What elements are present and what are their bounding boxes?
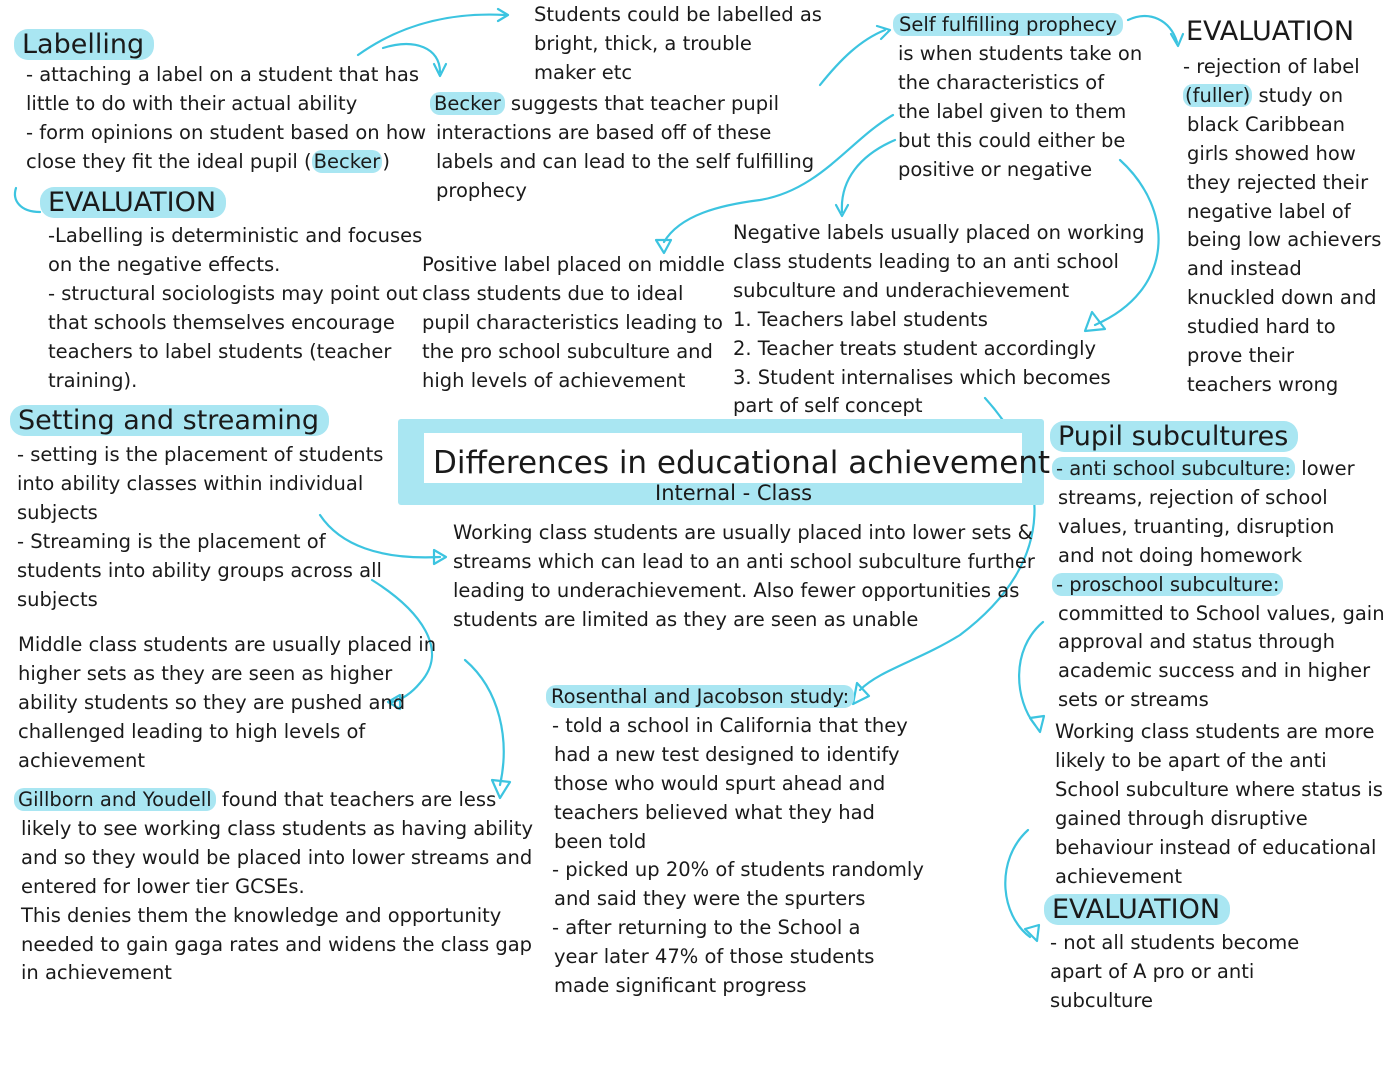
- text-line: academic success and in higher: [1058, 659, 1371, 683]
- page-title: Differences in educational achievement: [433, 445, 1051, 481]
- text-line: - setting is the placement of students: [17, 443, 384, 466]
- labelling-definition: [26, 61, 426, 177]
- text-fragment: ): [382, 149, 390, 173]
- evaluation-heading: EVALUATION: [40, 187, 226, 218]
- sfp-section: [893, 11, 1142, 184]
- text-line: and instead: [1187, 257, 1302, 281]
- text-line: year later 47% of those students: [554, 945, 875, 969]
- text-line: - rejection of label: [1183, 55, 1360, 78]
- text-line: Students could be labelled as: [534, 3, 822, 26]
- positive-label: [422, 251, 725, 396]
- becker-highlight: Becker: [313, 149, 381, 173]
- text-fragment: close they fit the ideal pupil (: [26, 149, 312, 173]
- text-line: on the negative effects.: [48, 252, 281, 276]
- text-line: - attaching a label on a student that has: [26, 63, 420, 86]
- text-line: - told a school in California that they: [552, 713, 908, 737]
- text-line: that schools themselves encourage: [48, 310, 395, 334]
- text-line: This denies them the knowledge and opportunity: [21, 903, 502, 927]
- text-line: [14, 786, 533, 815]
- text-line: been told: [554, 829, 647, 853]
- working-class-sets: [453, 519, 1035, 635]
- text-line: in achievement: [21, 961, 172, 985]
- arrow-middle-to-gillborn: [465, 660, 504, 785]
- text-line: teachers wrong: [1187, 372, 1339, 396]
- pupil-subcultures: [1050, 420, 1298, 454]
- text-line: is when students take on: [898, 41, 1143, 65]
- negative-label: [733, 219, 1145, 421]
- text-line: black Caribbean: [1187, 112, 1346, 136]
- text-line: committed to School values, gain: [1058, 601, 1385, 625]
- subcultures-heading: Pupil subcultures: [1050, 421, 1298, 452]
- becker-name: Becker: [430, 92, 505, 115]
- text-line: part of self concept: [733, 394, 923, 418]
- text-line: subculture: [1050, 988, 1153, 1012]
- text-line: the label given to them: [898, 99, 1127, 123]
- text-line: they rejected their: [1187, 170, 1369, 194]
- text-line: -Labelling is deterministic and focuses: [48, 224, 423, 247]
- text-line: 2. Teacher treats student accordingly: [733, 336, 1097, 360]
- evaluation-3-text: [1050, 929, 1299, 1016]
- text-line: values, truanting, disruption: [1058, 514, 1335, 538]
- text-line: the pro school subculture and: [422, 339, 713, 363]
- text-line: girls showed how: [1187, 141, 1356, 165]
- pro-school-label: - proschool subculture:: [1052, 573, 1283, 596]
- text-line: needed to gain gaga rates and widens the class gap: [21, 932, 533, 956]
- text-line: Working class students are usually placed into lower sets &: [453, 521, 1033, 544]
- text-line: achievement: [1055, 864, 1182, 888]
- text-line: teachers believed what they had: [554, 800, 875, 824]
- text-line: approval and status through: [1058, 630, 1335, 654]
- labels-examples: [534, 1, 822, 88]
- text-line: higher sets as they are seen as higher: [18, 661, 393, 685]
- text-line: being low achievers: [1187, 228, 1382, 252]
- text-line: subjects: [17, 500, 98, 524]
- text-line: [546, 683, 924, 712]
- text-line: achievement: [18, 748, 145, 772]
- text-line: challenged leading to high levels of: [18, 719, 366, 743]
- text-line: - picked up 20% of students randomly: [552, 858, 924, 882]
- gillborn-name: Gillborn and Youdell: [14, 788, 216, 811]
- text-line: [1052, 571, 1385, 600]
- text-line: had a new test designed to identify: [554, 742, 900, 766]
- text-line: - form opinions on student based on how: [26, 120, 427, 144]
- page-subtitle: Internal - Class: [655, 481, 813, 505]
- text-line: streams which can lead to an anti school subculture further: [453, 549, 1035, 573]
- text-line: gained through disruptive: [1055, 806, 1308, 830]
- evaluation-heading: EVALUATION: [1044, 894, 1230, 925]
- arrow-labelling-to-eval: [15, 188, 40, 212]
- text-line: sets or streams: [1058, 688, 1209, 712]
- text-line: [26, 148, 426, 177]
- text-line: Working class students are more: [1055, 720, 1375, 743]
- text-line: students are limited as they are seen as unable: [453, 607, 919, 631]
- text-line: - after returning to the School a: [552, 916, 861, 940]
- text-fragment: suggests that teacher pupil: [504, 92, 779, 115]
- text-line: maker etc: [534, 60, 633, 84]
- setting-section: [10, 404, 329, 438]
- text-line: studied hard to: [1187, 315, 1336, 339]
- arrow-to-sfp: [820, 30, 885, 85]
- text-line: likely to be apart of the anti: [1055, 748, 1327, 772]
- text-line: those who would spurt ahead and: [554, 771, 886, 795]
- text-line: leading to underachievement. Also fewer opportunities as: [453, 578, 1020, 602]
- text-line: Positive label placed on middle: [422, 253, 725, 276]
- text-line: but this could either be: [898, 128, 1126, 152]
- text-line: [1183, 82, 1381, 111]
- rosenthal-jacobson: [546, 683, 924, 1001]
- text-line: class students leading to an anti school: [733, 249, 1119, 273]
- labelling-heading: Labelling: [14, 29, 154, 60]
- text-line: class students due to ideal: [422, 281, 684, 305]
- text-line: training).: [48, 368, 138, 392]
- text-line: into ability classes within individual: [17, 471, 364, 495]
- text-line: Negative labels usually placed on working: [733, 221, 1145, 244]
- text-line: prove their: [1187, 344, 1295, 368]
- text-line: high levels of achievement: [422, 368, 686, 392]
- text-line: made significant progress: [554, 974, 807, 998]
- text-line: ability students so they are pushed and: [18, 690, 406, 714]
- evaluation-heading: EVALUATION: [1186, 16, 1355, 47]
- text-line: little to do with their actual ability: [26, 91, 358, 115]
- text-line: bright, thick, a trouble: [534, 31, 752, 55]
- text-line: [893, 11, 1142, 40]
- evaluation-1-text: [48, 222, 422, 395]
- text-line: and said they were the spurters: [554, 887, 866, 911]
- text-line: [430, 90, 814, 119]
- text-line: [1052, 455, 1385, 484]
- setting-text: [17, 441, 383, 614]
- text-line: School subculture where status is: [1055, 777, 1383, 801]
- text-line: pupil characteristics leading to: [422, 310, 723, 334]
- evaluation-1: [40, 186, 226, 220]
- evaluation-2-text: [1183, 53, 1381, 400]
- text-line: streams, rejection of school: [1058, 485, 1328, 509]
- arrow-sfp-to-negative: [842, 140, 895, 212]
- text-line: - not all students become: [1050, 931, 1300, 954]
- text-line: Middle class students are usually placed in: [18, 633, 437, 656]
- text-line: negative label of: [1187, 199, 1351, 223]
- arrow-working-to-eval: [1005, 830, 1030, 937]
- text-line: knuckled down and: [1187, 286, 1377, 310]
- fuller-highlight: (fuller): [1185, 83, 1251, 107]
- evaluation-3: [1044, 893, 1230, 927]
- setting-heading: Setting and streaming: [10, 405, 329, 436]
- working-class-anti: [1055, 718, 1383, 891]
- text-fragment: found that teachers are less: [215, 788, 497, 811]
- text-fragment: lower: [1295, 457, 1355, 480]
- text-fragment: study on: [1252, 83, 1344, 107]
- text-line: students into ability groups across all: [17, 558, 382, 582]
- text-line: and so they would be placed into lower streams and: [21, 845, 533, 869]
- text-line: behaviour instead of educational: [1055, 835, 1377, 859]
- sfp-heading: Self fulfilling prophecy: [893, 13, 1123, 36]
- evaluation-2: [1180, 15, 1354, 49]
- text-line: apart of A pro or anti: [1050, 959, 1255, 983]
- text-line: likely to see working class students as having ability: [21, 816, 534, 840]
- text-line: teachers to label students (teacher: [48, 339, 392, 363]
- text-line: 3. Student internalises which becomes: [733, 365, 1111, 389]
- arrow-labelling-to-labels: [358, 15, 505, 55]
- gillborn-youdell: [14, 786, 533, 988]
- text-line: 1. Teachers label students: [733, 307, 988, 331]
- text-line: entered for lower tier GCSEs.: [21, 874, 305, 898]
- text-line: and not doing homework: [1058, 543, 1303, 567]
- arrow-sub-to-working: [1019, 622, 1043, 725]
- text-line: - structural sociologists may point out: [48, 281, 418, 305]
- anti-school-label: - anti school subculture:: [1052, 457, 1295, 480]
- text-line: - Streaming is the placement of: [17, 529, 326, 553]
- becker-note: [430, 90, 814, 206]
- text-line: subjects: [17, 587, 98, 611]
- text-line: the characteristics of: [898, 70, 1105, 94]
- subcultures-text: [1052, 455, 1385, 715]
- text-line: labels and can lead to the self fulfilling: [436, 149, 815, 173]
- text-line: interactions are based off of these: [436, 120, 772, 144]
- text-line: subculture and underachievement: [733, 278, 1070, 302]
- labelling-section: [14, 28, 154, 62]
- rosenthal-heading: Rosenthal and Jacobson study:: [546, 685, 854, 708]
- middle-class-sets: [18, 631, 436, 776]
- text-line: positive or negative: [898, 157, 1093, 181]
- text-line: prophecy: [436, 178, 527, 202]
